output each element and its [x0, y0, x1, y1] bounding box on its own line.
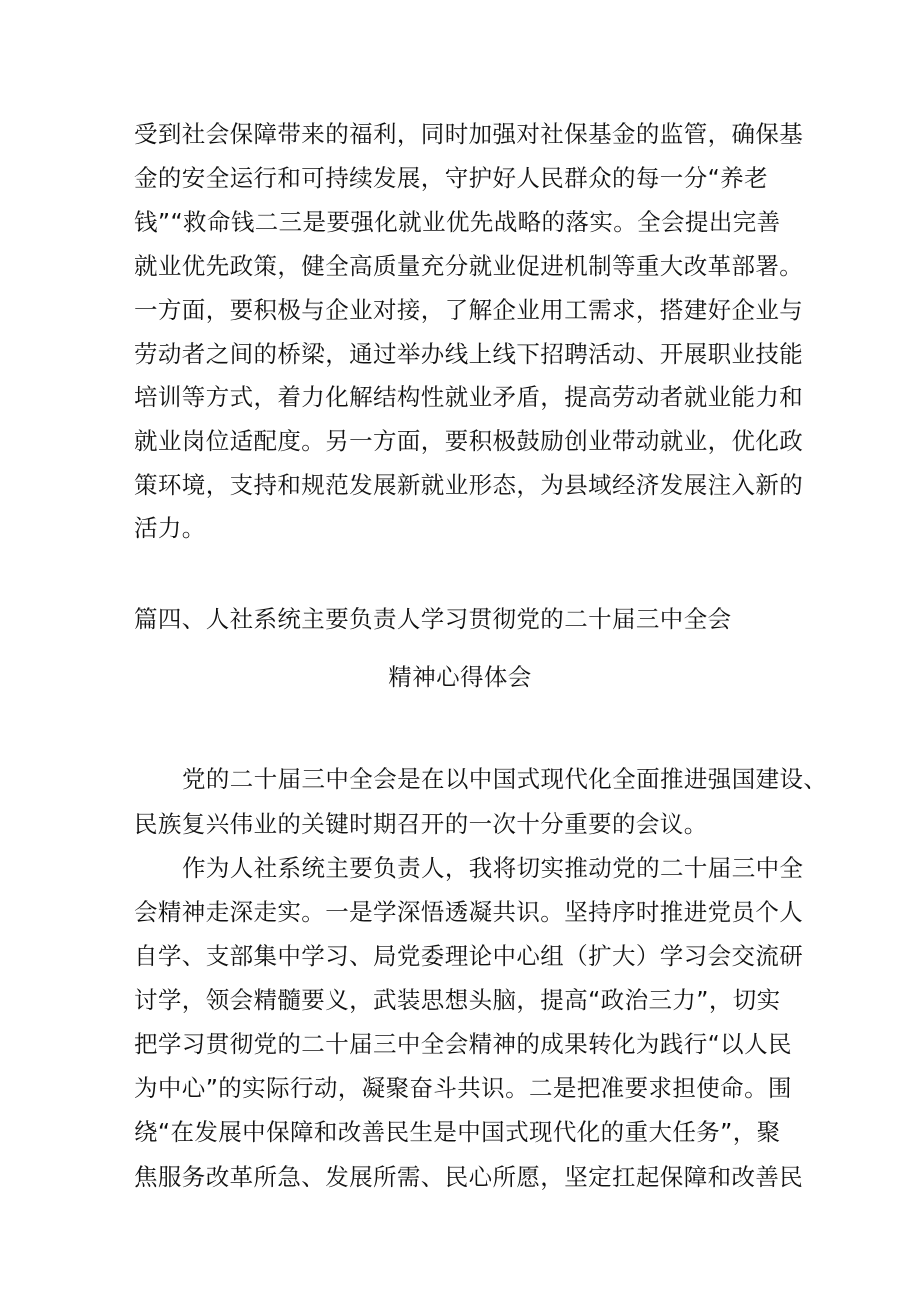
text-line: 焦服务改革所急、发展所需、民心所愿，坚定扛起保障和改善民 [134, 1163, 804, 1191]
text-line: 会精神走深走实。一是学深悟透凝共识。坚持序时推进党员个人 [134, 898, 804, 926]
text-line: 受到社会保障带来的福利，同时加强对社保基金的监管，确保基 [134, 120, 804, 148]
text-line: 作为人社系统主要负责人，我将切实推动党的二十届三中全 [182, 854, 804, 882]
text-line: 民族复兴伟业的关键时期召开的一次十分重要的会议。 [134, 810, 708, 838]
text-line: 就业岗位适配度。另一方面，要积极鼓励创业带动就业，优化政 [134, 427, 804, 455]
text-line: 绕“在发展中保障和改善民生是中国式现代化的重大任务”，聚 [134, 1118, 781, 1146]
text-line: 讨学，领会精髓要义，武装思想头脑，提高“政治三力”，切实 [134, 986, 781, 1014]
text-line: 培训等方式，着力化解结构性就业矛盾，提高劳动者就业能力和 [134, 383, 804, 411]
text-line: 策环境，支持和规范发展新就业形态，为县域经济发展注入新的 [134, 471, 804, 499]
text-line: 金的安全运行和可持续发展，守护好人民群众的每一分“养老 [134, 164, 768, 192]
text-line: 就业优先政策，健全高质量充分就业促进机制等重大改革部署。 [134, 252, 804, 280]
text-line: 党的二十届三中全会是在以中国式现代化全面推进强国建设、 [182, 765, 828, 793]
text-line: 钱”“救命钱二三是要强化就业优先战略的落实。全会提出完善 [134, 208, 781, 236]
text-line: 一方面，要积极与企业对接，了解企业用工需求，搭建好企业与 [134, 296, 804, 324]
text-line: 活力。 [134, 514, 206, 542]
section-heading-subtitle: 精神心得体会 [388, 663, 532, 691]
text-line: 为中心”的实际行动，凝聚奋斗共识。二是把准要求担使命。围 [134, 1074, 792, 1102]
text-line: 劳动者之间的桥梁，通过举办线上线下招聘活动、开展职业技能 [134, 340, 804, 368]
text-line: 把学习贯彻党的二十届三中全会精神的成果转化为践行“以人民 [134, 1030, 792, 1058]
section-heading: 篇四、人社系统主要负责人学习贯彻党的二十届三中全会 [134, 605, 732, 633]
text-line: 自学、支部集中学习、局党委理论中心组（扩大）学习会交流研 [134, 942, 804, 970]
